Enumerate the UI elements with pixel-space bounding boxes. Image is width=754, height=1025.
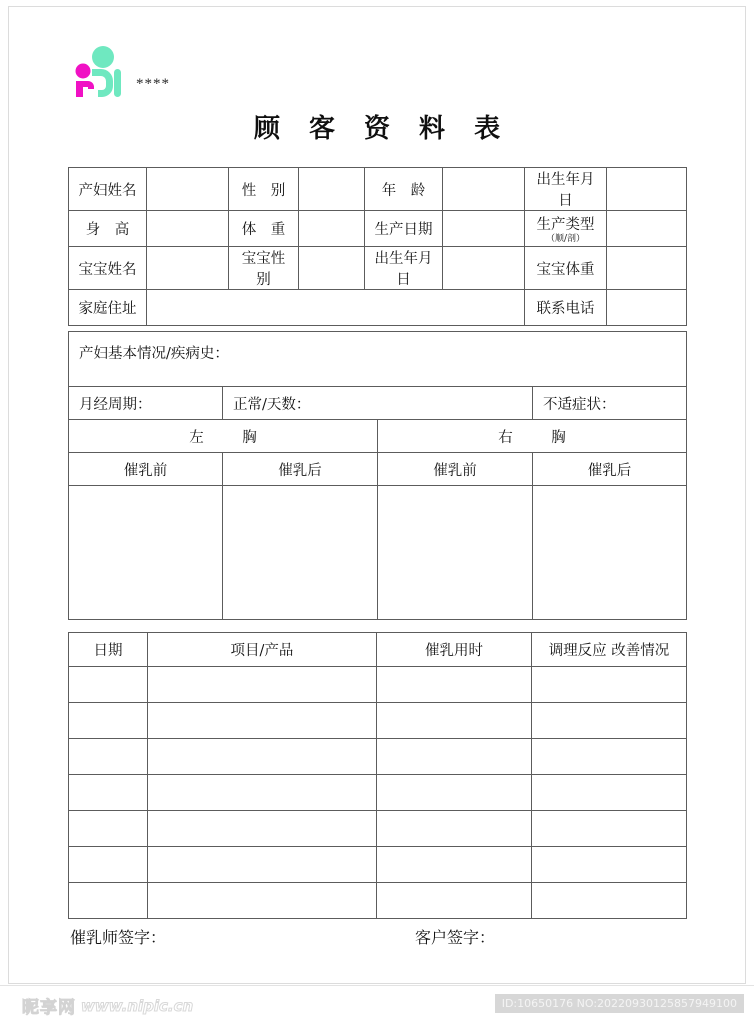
field-menstrual-cycle[interactable]: 月经周期： bbox=[69, 387, 223, 420]
table-header-row bbox=[69, 633, 687, 667]
cell-duration[interactable] bbox=[377, 775, 532, 811]
cell-duration[interactable] bbox=[377, 703, 532, 739]
cell-duration[interactable] bbox=[377, 883, 532, 919]
cell-date[interactable] bbox=[69, 667, 148, 703]
field-history[interactable]: 产妇基本情况/疾病史： bbox=[69, 332, 687, 387]
field-value-weight[interactable] bbox=[299, 211, 365, 247]
cell-item-product[interactable] bbox=[148, 811, 377, 847]
table-row bbox=[69, 332, 687, 387]
asset-id-badge: ID:10650176 NO:20220930125857949100 bbox=[495, 994, 744, 1013]
table-row bbox=[69, 290, 687, 326]
cell-reaction[interactable] bbox=[532, 847, 687, 883]
field-value-height[interactable] bbox=[147, 211, 229, 247]
field-value-age[interactable] bbox=[443, 168, 525, 211]
field-value-mother-name[interactable] bbox=[147, 168, 229, 211]
cell-item-product[interactable] bbox=[148, 739, 377, 775]
field-label-delivery-date: 生产日期 bbox=[365, 211, 443, 247]
cell-left-before[interactable] bbox=[69, 486, 223, 620]
nipic-watermark bbox=[22, 993, 193, 1018]
field-label-baby-name: 宝宝姓名 bbox=[69, 247, 147, 290]
basic-info-section bbox=[68, 167, 686, 326]
table-row bbox=[69, 775, 687, 811]
cell-item-product[interactable] bbox=[148, 775, 377, 811]
cell-left-after[interactable] bbox=[223, 486, 378, 620]
field-label-phone: 联系电话 bbox=[525, 290, 607, 326]
field-label-baby-weight: 宝宝体重 bbox=[525, 247, 607, 290]
table-row bbox=[69, 883, 687, 919]
cell-duration[interactable] bbox=[377, 847, 532, 883]
field-label-gender: 性 别 bbox=[229, 168, 299, 211]
field-value-baby-birthdate[interactable] bbox=[443, 247, 525, 290]
field-label-baby-gender: 宝宝性别 bbox=[229, 247, 299, 290]
table-row bbox=[69, 168, 687, 211]
cell-duration[interactable] bbox=[377, 667, 532, 703]
cell-date[interactable] bbox=[69, 811, 148, 847]
field-value-baby-name[interactable] bbox=[147, 247, 229, 290]
cell-reaction[interactable] bbox=[532, 811, 687, 847]
table-row bbox=[69, 667, 687, 703]
cell-reaction[interactable] bbox=[532, 739, 687, 775]
therapist-signature-label[interactable]: 催乳师签字： bbox=[70, 928, 167, 947]
column-header-reaction-improvement: 调理反应 改善情况 bbox=[532, 633, 687, 667]
header-right-breast: 右 胸 bbox=[378, 420, 687, 453]
header-right-before: 催乳前 bbox=[378, 453, 533, 486]
field-value-birthdate[interactable] bbox=[607, 168, 687, 211]
table-row bbox=[69, 453, 687, 486]
signature-row bbox=[70, 925, 690, 948]
column-header-date: 日期 bbox=[69, 633, 148, 667]
footer-watermark-bar bbox=[0, 985, 754, 1025]
header-right-after: 催乳后 bbox=[533, 453, 687, 486]
cell-item-product[interactable] bbox=[148, 667, 377, 703]
field-label-delivery-type bbox=[525, 211, 607, 247]
watermark-site-name: 昵享网 bbox=[22, 998, 76, 1018]
cell-right-after[interactable] bbox=[533, 486, 687, 620]
table-row bbox=[69, 387, 687, 420]
cell-date[interactable] bbox=[69, 703, 148, 739]
field-value-gender[interactable] bbox=[299, 168, 365, 211]
field-symptoms[interactable]: 不适症状： bbox=[533, 387, 687, 420]
cell-duration[interactable] bbox=[377, 811, 532, 847]
cell-duration[interactable] bbox=[377, 739, 532, 775]
field-value-baby-weight[interactable] bbox=[607, 247, 687, 290]
table-row bbox=[69, 847, 687, 883]
delivery-type-sublabel: （顺/剖） bbox=[545, 233, 586, 244]
brand-header bbox=[70, 45, 170, 97]
field-label-age: 年 龄 bbox=[365, 168, 443, 211]
cell-date[interactable] bbox=[69, 847, 148, 883]
field-normal-days[interactable]: 正常/天数： bbox=[223, 387, 533, 420]
field-value-address[interactable] bbox=[147, 290, 525, 326]
header-left-breast: 左 胸 bbox=[69, 420, 378, 453]
treatment-log-section bbox=[68, 632, 686, 919]
delivery-type-main: 生产类型 bbox=[536, 216, 595, 233]
watermark-site-url: www.nipic.cn bbox=[81, 996, 194, 1015]
clinical-section bbox=[68, 331, 686, 620]
cell-reaction[interactable] bbox=[532, 883, 687, 919]
table-row bbox=[69, 420, 687, 453]
customer-signature-label[interactable]: 客户签字： bbox=[415, 928, 496, 947]
clinical-table bbox=[68, 331, 687, 620]
header-left-before: 催乳前 bbox=[69, 453, 223, 486]
field-label-birthdate: 出生年月日 bbox=[525, 168, 607, 211]
table-row bbox=[69, 211, 687, 247]
cell-item-product[interactable] bbox=[148, 703, 377, 739]
field-value-baby-gender[interactable] bbox=[299, 247, 365, 290]
cell-reaction[interactable] bbox=[532, 667, 687, 703]
field-value-delivery-date[interactable] bbox=[443, 211, 525, 247]
field-value-delivery-type[interactable] bbox=[607, 211, 687, 247]
field-label-height: 身 高 bbox=[69, 211, 147, 247]
page-title: 顾 客 资 料 表 bbox=[253, 114, 511, 144]
treatment-log-table bbox=[68, 632, 687, 919]
brand-name-masked: **** bbox=[136, 76, 170, 92]
field-label-mother-name: 产妇姓名 bbox=[69, 168, 147, 211]
cell-item-product[interactable] bbox=[148, 847, 377, 883]
field-value-phone[interactable] bbox=[607, 290, 687, 326]
cell-item-product[interactable] bbox=[148, 883, 377, 919]
header-left-after: 催乳后 bbox=[223, 453, 378, 486]
table-row bbox=[69, 703, 687, 739]
column-header-duration: 催乳用时 bbox=[377, 633, 532, 667]
field-label-address: 家庭住址 bbox=[69, 290, 147, 326]
cell-reaction[interactable] bbox=[532, 703, 687, 739]
column-header-item-product: 项目/产品 bbox=[148, 633, 377, 667]
table-row bbox=[69, 486, 687, 620]
cell-right-before[interactable] bbox=[378, 486, 533, 620]
table-row bbox=[69, 739, 687, 775]
cell-date[interactable] bbox=[69, 739, 148, 775]
table-row bbox=[69, 811, 687, 847]
cell-date[interactable] bbox=[69, 775, 148, 811]
basic-info-table bbox=[68, 167, 687, 326]
mother-and-baby-logo-icon bbox=[70, 45, 126, 97]
field-label-baby-birthdate: 出生年月日 bbox=[365, 247, 443, 290]
cell-reaction[interactable] bbox=[532, 775, 687, 811]
table-row bbox=[69, 247, 687, 290]
cell-date[interactable] bbox=[69, 883, 148, 919]
field-label-weight: 体 重 bbox=[229, 211, 299, 247]
